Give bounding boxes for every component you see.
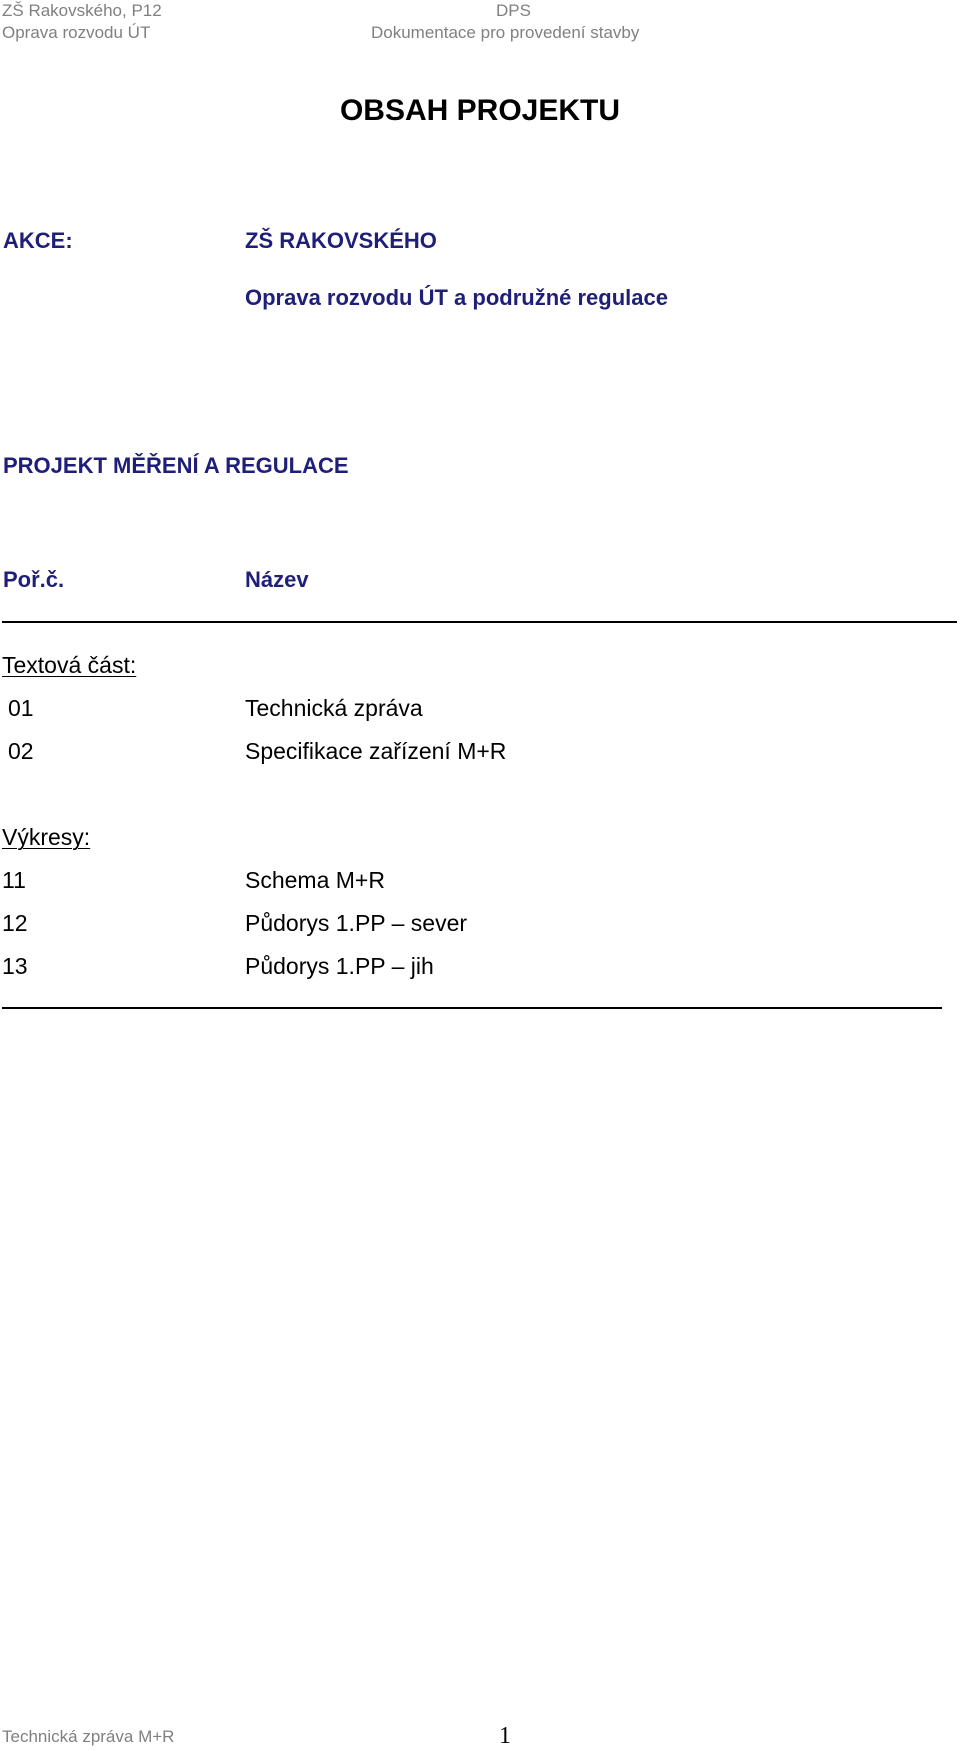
list-item-name: Technická zpráva (245, 695, 423, 721)
text-section-heading: Textová část: (2, 652, 137, 678)
list-item-number: 13 (2, 953, 28, 979)
header-center-line1: DPS (496, 1, 531, 20)
list-item-number: 12 (2, 910, 28, 936)
list-item-number: 01 (8, 695, 34, 721)
list-item-number: 02 (8, 738, 34, 764)
list-item-name: Schema M+R (245, 867, 385, 893)
project-name: PROJEKT MĚŘENÍ A REGULACE (3, 453, 349, 478)
akce-description: Oprava rozvodu ÚT a podružné regulace (245, 285, 668, 310)
header-left-line1: ZŠ Rakovského, P12 (2, 1, 162, 20)
akce-name: ZŠ RAKOVSKÉHO (245, 228, 437, 253)
column-header-name: Název (245, 567, 309, 592)
footer-document-name: Technická zpráva M+R (2, 1727, 175, 1746)
footer-divider (2, 1007, 942, 1009)
header-left-line2: Oprava rozvodu ÚT (2, 23, 151, 42)
page-title: OBSAH PROJEKTU (339, 94, 621, 127)
list-item-name: Půdorys 1.PP – sever (245, 910, 468, 936)
header-divider (2, 621, 957, 623)
drawings-section-heading: Výkresy: (2, 824, 91, 850)
akce-label: AKCE: (3, 228, 73, 253)
list-item-name: Půdorys 1.PP – jih (245, 953, 434, 979)
list-item-name: Specifikace zařízení M+R (245, 738, 507, 764)
list-item-number: 11 (2, 867, 26, 893)
page-number: 1 (499, 1723, 511, 1749)
header-center-line2: Dokumentace pro provedení stavby (371, 23, 640, 42)
column-header-number: Poř.č. (3, 567, 65, 592)
